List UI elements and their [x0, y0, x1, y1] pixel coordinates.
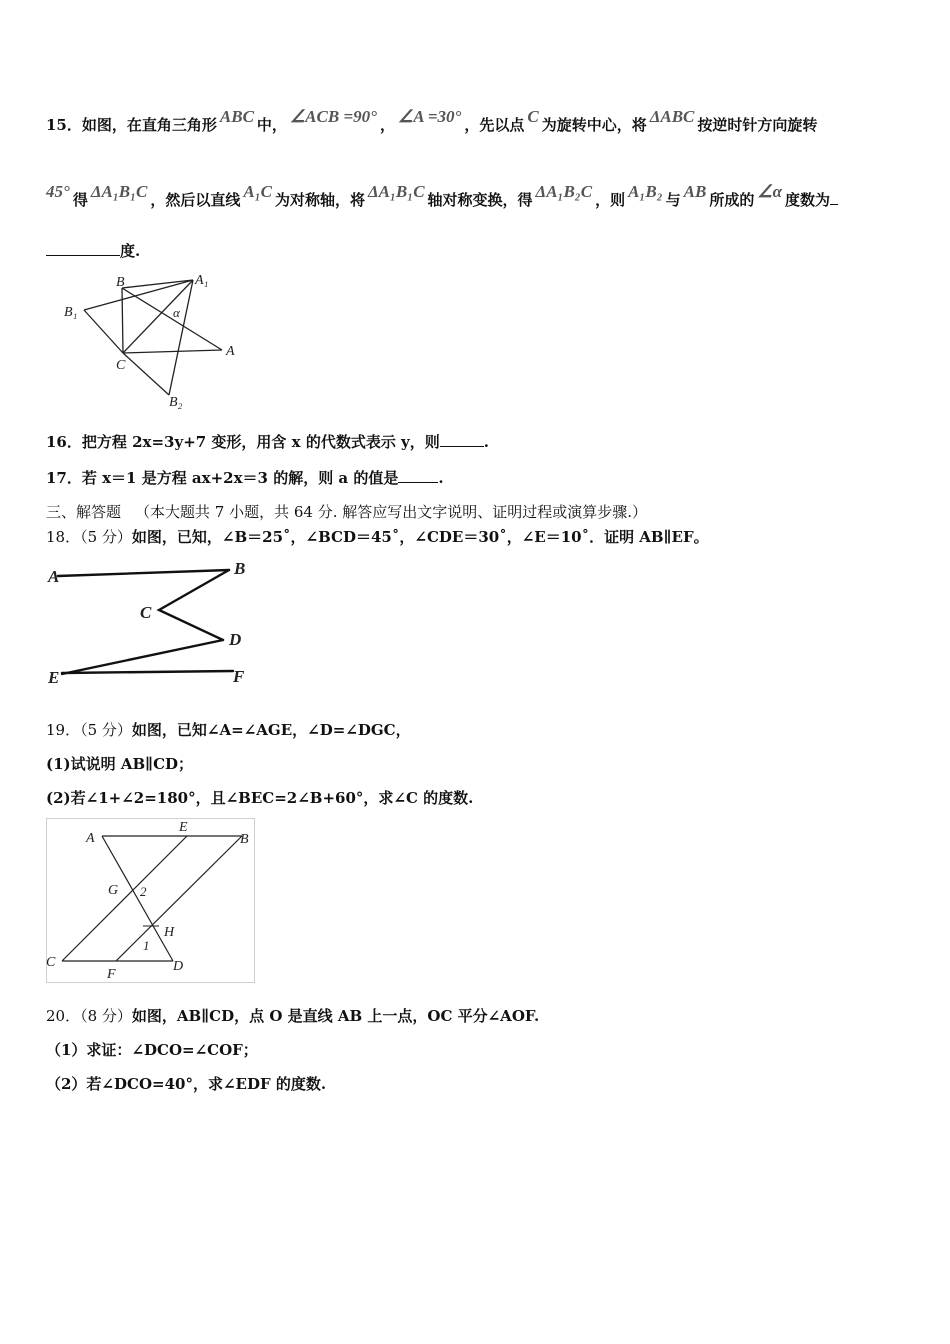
q15-figure — [62, 270, 262, 410]
q15-line2: 45° 得 ΔA₁B₁C ，然后以直线 A₁C 为对称轴，将 ΔA₁B₁C 轴对称变换，得 ΔA₁B₂C ，则 A₁B₂ 与 AB 所成的 ∠α 度数为 — [46, 190, 838, 210]
q18-figure — [46, 558, 256, 688]
q17: 17．若 x＝1 是方程 ax+2x＝3 的解，则 a 的值是 . — [46, 469, 444, 487]
fig15-line-c-a1 — [123, 280, 193, 353]
q20-number: 20． — [46, 1007, 81, 1025]
fig15-line-b-a — [122, 288, 222, 350]
fig19-label-2: 2 — [140, 884, 147, 899]
fig15-label-a: A — [226, 344, 235, 359]
q19-part1: (1)试说明 AB∥CD； — [46, 755, 194, 773]
fig15-line-b-a1 — [122, 280, 193, 288]
q19: 19．（5 分）如图，已知∠A=∠AGE，∠D=∠DGC， — [46, 721, 411, 739]
fig18-line-bcd — [159, 570, 229, 640]
q18-score: （5 分） — [80, 528, 132, 546]
q17-number: 17． — [46, 469, 82, 487]
q15-number: 15． — [46, 116, 82, 134]
fig15-label-b2: B₂ — [169, 395, 183, 410]
fig19-label-b: B — [240, 832, 249, 847]
answer-blank-17 — [398, 468, 438, 483]
fig15-label-alpha: α — [173, 305, 180, 320]
fig19-label-1: 1 — [143, 938, 150, 953]
section-title: 三、解答题 — [46, 503, 122, 521]
q20-score: （8 分） — [80, 1007, 132, 1025]
math-a1b2: A₁B₂ — [628, 182, 663, 201]
math-ab: AB — [683, 182, 707, 201]
q15-line1: 15．如图，在直角三角形 ABC 中， ∠ACB =90° ， ∠A =30° ，先以点 C 为旋转中心，将 ΔABC 按逆时针方向旋转 — [46, 107, 818, 134]
q20-part2: （2）若∠DCO=40°，求∠EDF 的度数. — [46, 1075, 327, 1093]
fig18-line-ab — [58, 570, 229, 576]
q19-figure — [46, 818, 256, 983]
fig19-label-h: H — [164, 925, 175, 940]
fig19-label-e: E — [179, 820, 188, 835]
section-desc: （本大题共 7 小题，共 64 分. 解答应写出文字说明、证明过程或演算步骤.） — [135, 503, 648, 521]
fig15-label-a1: A₁ — [195, 273, 209, 288]
math-angle-acb: ∠ACB =90° — [289, 107, 377, 126]
q19-part2: (2)若∠1+∠2=180°，且∠BEC=2∠B+60°，求∠C 的度数. — [46, 789, 474, 807]
q20: 20．（8 分）如图，AB∥CD，点 O 是直线 AB 上一点，OC 平分∠AOF. — [46, 1007, 540, 1025]
fig15-label-c: C — [116, 358, 126, 373]
math-triangle-abc: ΔABC — [649, 107, 695, 126]
answer-blank-15b — [46, 241, 120, 256]
fig19-line-ec — [62, 836, 187, 961]
fig19-label-c: C — [46, 955, 56, 970]
fig19-line-ad — [102, 836, 173, 961]
fig18-line-de — [62, 640, 223, 674]
q20-part1: （1）求证：∠DCO=∠COF； — [46, 1041, 258, 1059]
fig18-label-b: B — [234, 559, 246, 578]
answer-blank-16 — [440, 432, 484, 447]
fig15-line-c-a — [123, 350, 222, 353]
fig15-label-b: B — [116, 275, 125, 290]
fig19-label-g: G — [108, 883, 119, 898]
q16-number: 16． — [46, 433, 82, 451]
fig18-label-f: F — [233, 667, 245, 686]
fig15-line-b-c — [122, 288, 123, 353]
fig15-line-b1-c — [84, 310, 123, 353]
fig18-label-e: E — [48, 668, 60, 687]
fig18-label-c: C — [140, 603, 152, 622]
math-abc: ABC — [219, 107, 254, 126]
fig19-label-a: A — [86, 831, 95, 846]
math-angle-a: ∠A =30° — [397, 107, 462, 126]
q16: 16．把方程 2x=3y+7 变形，用含 x 的代数式表示 y，则 . — [46, 433, 489, 451]
q18-number: 18． — [46, 528, 81, 546]
math-a1b1c: ΔA₁B₁C — [90, 182, 148, 201]
math-45: 45° — [46, 182, 70, 201]
fig18-label-d: D — [229, 630, 242, 649]
fig15-label-b1: B₁ — [64, 305, 78, 320]
math-c: C — [527, 107, 539, 126]
fig18-label-a: A — [48, 567, 60, 586]
answer-blank-15a — [830, 190, 838, 205]
math-alpha: ∠α — [757, 182, 782, 201]
math-a1b2c: ΔA₁B₂C — [535, 182, 593, 201]
section-3-header — [46, 502, 647, 522]
q18: 18．（5 分）如图，已知，∠B＝25˚，∠BCD＝45˚，∠CDE＝30˚，∠E＝10˚．证明 AB∥EF。 — [46, 528, 709, 546]
fig18-line-ef — [62, 671, 233, 673]
math-a1c: A₁C — [243, 182, 272, 201]
fig15-line-a1-b2 — [169, 280, 193, 395]
fig19-label-f: F — [107, 967, 116, 982]
fig19-line-bf — [116, 836, 242, 961]
q19-number: 19． — [46, 721, 81, 739]
fig19-label-d: D — [173, 959, 184, 974]
fig15-line-c-b2 — [123, 353, 169, 395]
q15-line3: 度. — [46, 241, 140, 261]
q19-score: （5 分） — [80, 721, 132, 739]
math-a1b1c-2: ΔA₁B₁C — [368, 182, 425, 201]
